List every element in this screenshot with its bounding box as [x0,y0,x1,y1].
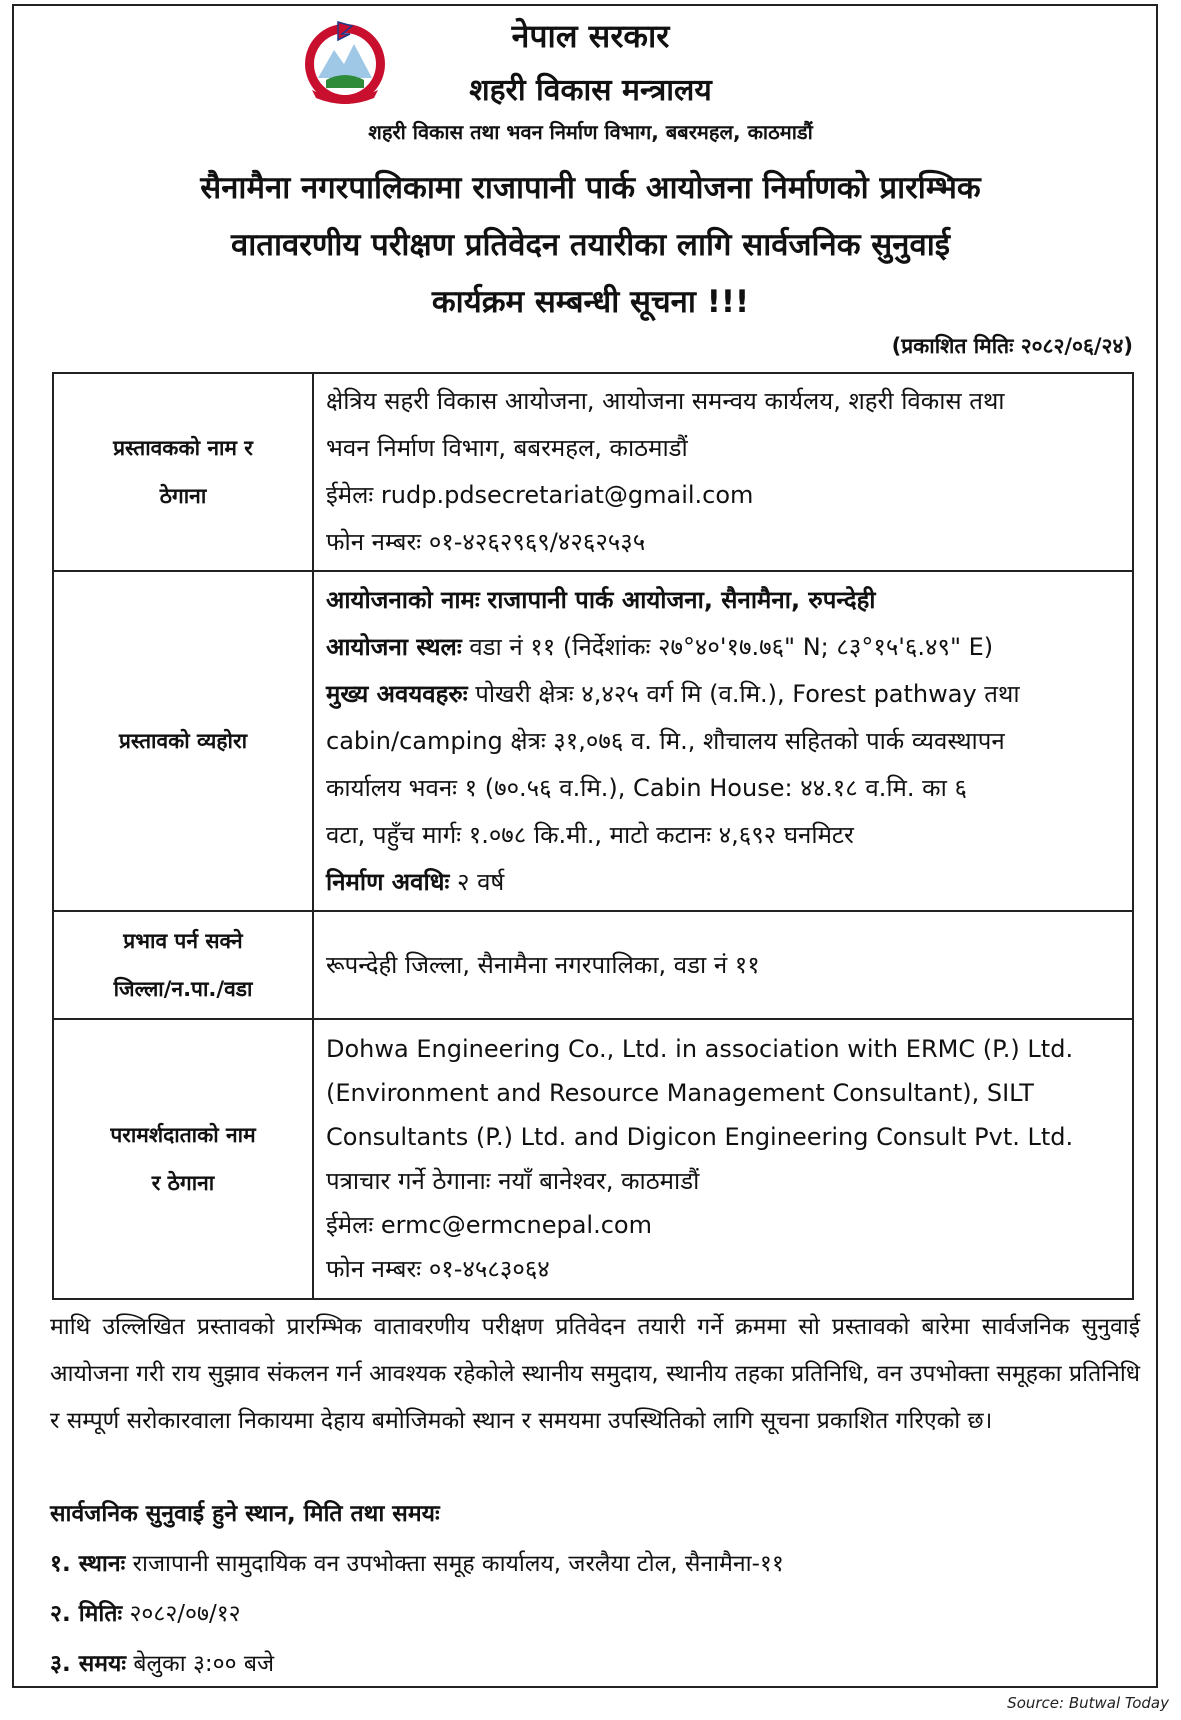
proponent-line: भवन निर्माण विभाग, बबरमहल, काठमाडौं [326,434,688,462]
department-name: शहरी विकास तथा भवन निर्माण विभाग, बबरमहल, काठमाडौं [368,120,813,144]
project-components: मुख्य अवयवहरुः पोखरी क्षेत्रः ४,४२५ वर्ग मि (व.मि.), Forest pathway तथा [326,679,1020,708]
project-components-line: cabin/camping क्षेत्रः ३१,०७६ व. मि., शौचालय सहितको पार्क व्यवस्थापन [326,726,1005,755]
affected-area-row [53,911,1133,1019]
title-line-1: सैनामैना नगरपालिकामा राजापानी पार्क आयोजना निर्माणको प्रारम्भिक [200,170,981,206]
hearing-time: ३. समयः बेलुका ३:०० बजे [50,1651,275,1677]
affected-area-label: प्रभाव पर्न सक्ने जिल्ला/न.पा./वडा [53,911,313,1019]
project-duration: निर्माण अवधिः २ वर्ष [326,867,505,896]
proposal-row [53,571,1133,911]
hearing-heading: सार्वजनिक सुनुवाई हुने स्थान, मिति तथा समयः [50,1501,440,1527]
notice-paragraph: माथि उल्लिखित प्रस्तावको प्रारम्भिक वातावरणीय परीक्षण प्रतिवेदन तयारी गर्ने क्रममा सो प्रस्तावको बारेमा सार्वजनिक सुनुवाई आयोजना गरी राय सुझाव संकलन गर्न आवश्यक रहेकोले स्थानीय समुदाय, स्थानीय तहका प्रतिनिधि, वन उपभोक्ता समूहका प्रतिनिधि र सम्पूर्ण सरोकारवाला निकायमा देहाय बमोजिमको स्थान र समयमा उपस्थितिको लागि सूचना प्रकाशित गरिएको छ। [50,1314,1140,1434]
project-components-line: कार्यालय भवनः १ (७०.५६ व.मि.), Cabin House: ४४.१८ व.मि. का ६ [326,773,967,802]
project-components-line: वटा, पहुँच मार्गः १.०७८ कि.मी., माटो कटानः ४,६९२ घनमिटर [326,820,854,849]
proponent-email: ईमेलः rudp.pdsecretariat@gmail.com [326,481,754,509]
consultant-row [53,1019,1133,1299]
project-site: आयोजना स्थलः वडा नं ११ (निर्देशांकः २७°४०'१७.७६" N; ८३°१५'६.४९" E) [326,632,994,661]
proponent-value [313,373,1133,571]
consultant-line: Consultants (P.) Ltd. and Digicon Engineering Consult Pvt. Ltd. [326,1123,1074,1151]
proponent-email-link[interactable]: rudp.pdsecretariat@gmail.com [380,481,754,509]
affected-area-value: रूपन्देही जिल्ला, सैनामैना नगरपालिका, वडा नं ११ [313,911,1133,1019]
consultant-address: पत्राचार गर्ने ठेगानाः नयाँ बानेश्वर, काठमाडौं [326,1167,700,1195]
consultant-line: Dohwa Engineering Co., Ltd. in association with ERMC (P.) Ltd. [326,1035,1074,1063]
published-date: (प्रकाशित मितिः २०८२/०६/२४) [891,334,1133,358]
consultant-phone: फोन नम्बरः ०१-४५८३०६४ [326,1255,550,1283]
notice-title [0,160,1181,331]
project-name: आयोजनाको नामः राजापानी पार्क आयोजना, सैनामैना, रुपन्देही [326,585,876,614]
source-credit: Source: Butwal Today [1007,1694,1169,1712]
ministry-name: शहरी विकास मन्त्रालय [469,73,712,108]
government-name: नेपाल सरकार [511,17,670,55]
consultant-email-link[interactable]: ermc@ermcnepal.com [380,1211,652,1239]
proponent-phone: फोन नम्बरः ०१-४२६२९६९/४२६२५३५ [326,528,646,556]
project-info-table [52,372,1134,1300]
proponent-label: प्रस्तावकको नाम र ठेगाना [53,373,313,571]
consultant-value [313,1019,1133,1299]
hearing-place: १. स्थानः राजापानी सामुदायिक वन उपभोक्ता समूह कार्यालय, जरलैया टोल, सैनामैना-११ [50,1551,784,1577]
proponent-row [53,373,1133,571]
hearing-date: २. मितिः २०८२/०७/१२ [50,1601,241,1627]
proponent-line: क्षेत्रिय सहरी विकास आयोजना, आयोजना समन्वय कार्यलय, शहरी विकास तथा [326,387,1005,415]
title-line-3: कार्यक्रम सम्बन्धी सूचना !!! [431,284,750,320]
consultant-line: (Environment and Resource Management Consultant), SILT [326,1079,1034,1107]
consultant-label: परामर्शदाताको नाम र ठेगाना [53,1019,313,1299]
consultant-email: ईमेलः ermc@ermcnepal.com [326,1211,652,1239]
proposal-value [313,571,1133,911]
title-line-2: वातावरणीय परीक्षण प्रतिवेदन तयारीका लागि सार्वजनिक सुनुवाई [231,227,950,263]
proposal-label: प्रस्तावको व्यहोरा [53,571,313,911]
